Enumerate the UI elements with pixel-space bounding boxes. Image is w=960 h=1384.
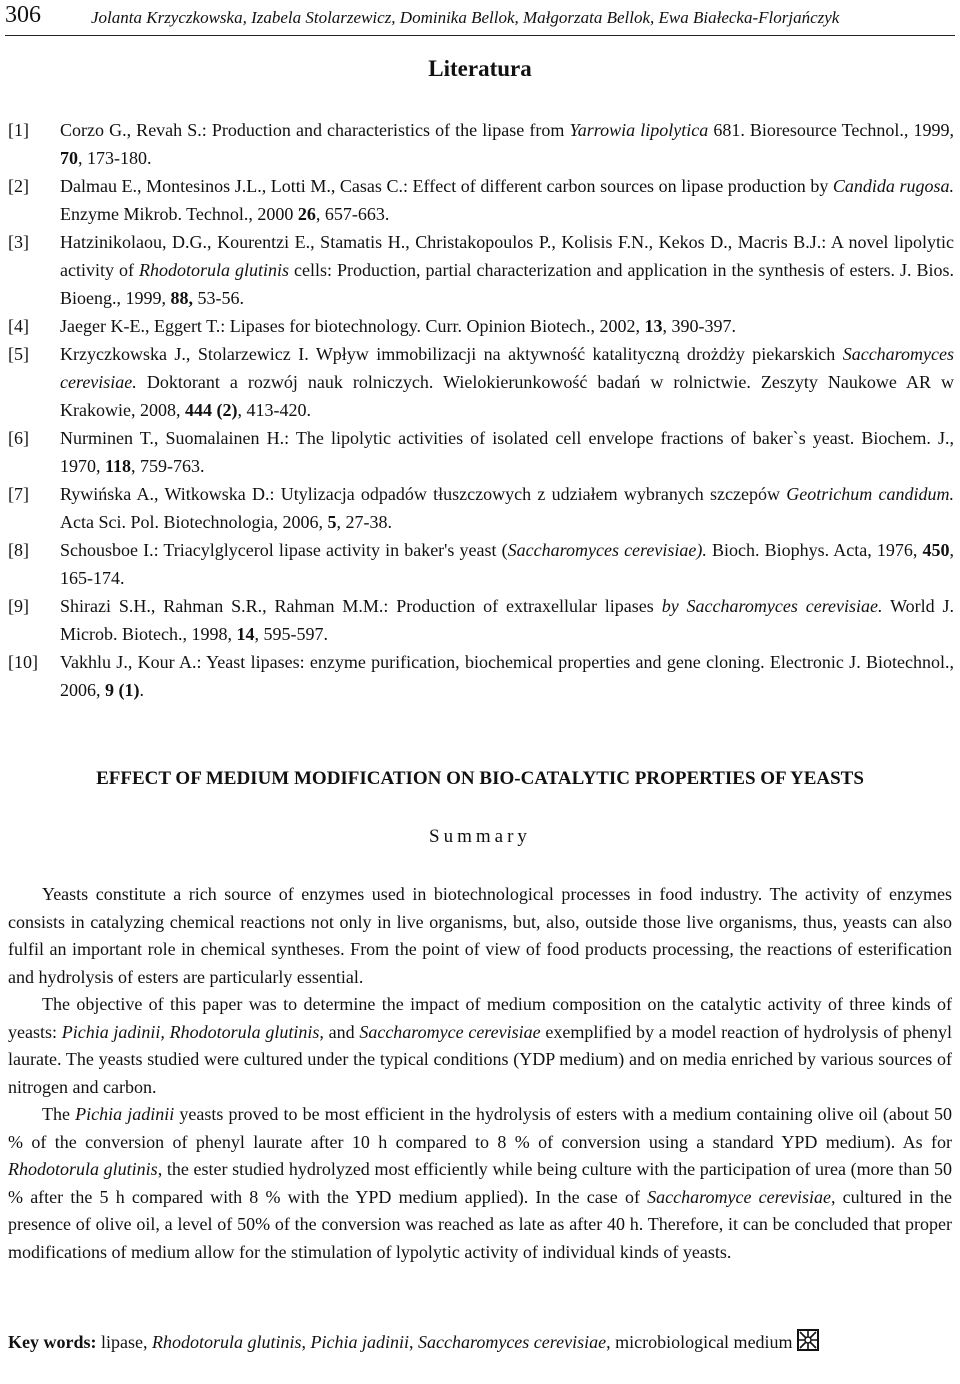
reference-number: [4] (8, 316, 29, 336)
reference-text: Krzyczkowska J., Stolarzewicz I. Wpływ immobilizacji na aktywność katalityczną drożdży piekarskich Saccharomyces cerevisiae. Doktorant a rozwój nauk rolniczych. Wielokierunkowość badań w rolnictwie. Zeszyty Naukowe AR w Krakowie, 2008, 444 (2), 413-420. (60, 344, 954, 420)
running-head-authors: Jolanta Krzyczkowska, Izabela Stolarzewicz, Dominika Bellok, Małgorzata Bellok, Ewa Białecka-Florjańczyk (91, 8, 840, 27)
reference-item (8, 648, 954, 704)
keywords-line (8, 1328, 952, 1359)
summary-article-title: EFFECT OF MEDIUM MODIFICATION ON BIO-CATALYTIC PROPERTIES OF YEASTS (96, 768, 864, 789)
summary-heading: Summary (429, 826, 531, 847)
header-rule (5, 35, 955, 36)
reference-text: Vakhlu J., Kour A.: Yeast lipases: enzyme purification, biochemical properties and gene cloning. Electronic J. Biotechnol., 2006, 9 (1). (60, 652, 954, 700)
summary-body (8, 881, 952, 1266)
reference-number: [2] (8, 176, 29, 196)
reference-number: [1] (8, 120, 29, 140)
reference-number: [9] (8, 596, 29, 616)
reference-number: [3] (8, 232, 29, 252)
reference-item (8, 592, 954, 648)
reference-number: [8] (8, 540, 29, 560)
reference-item (8, 424, 954, 480)
reference-text: Schousboe I.: Triacylglycerol lipase activity in baker's yeast (Saccharomyces cerevisiae). Bioch. Biophys. Acta, 1976, 450, 165-174. (60, 540, 954, 588)
page-header (5, 2, 955, 32)
reference-text: Shirazi S.H., Rahman S.R., Rahman M.M.: Production of extraxellular lipases by Saccharomyces cerevisiae. World J. Microb. Biotech., 1998, 14, 595-597. (60, 596, 954, 644)
page-number: 306 (5, 2, 41, 28)
summary-paragraph: The Pichia jadinii yeasts proved to be most efficient in the hydrolysis of esters with a medium containing olive oil (about 50 % of the conversion of phenyl laurate after 10 h compared to 8 % of conversion using a standard YPD medium). As for Rhodotorula glutinis, the ester studied hydrolyzed most efficiently while being culture with the participation of urea (more than 50 % after the 5 h compared with 8 % with the YPD medium applied). In the case of Saccharomyce cerevisiae, cultured in the presence of olive oil, a level of 50% of the conversion was reached as late as after 40 h. Therefore, it can be concluded that proper modifications of medium allow for the stimulation of lypolytic activity of individual kinds of yeasts. (8, 1104, 953, 1262)
keywords-text: lipase, Rhodotorula glutinis, Pichia jadinii, Saccharomyces cerevisiae, microbiological medium (96, 1332, 793, 1352)
literature-heading: Literatura (428, 56, 532, 81)
end-of-article-mark-icon (797, 1329, 819, 1359)
reference-number: [7] (8, 484, 29, 504)
reference-number: [5] (8, 344, 29, 364)
reference-number: [6] (8, 428, 29, 448)
keywords-label: Key words: (8, 1332, 97, 1352)
reference-text: Dalmau E., Montesinos J.L., Lotti M., Casas C.: Effect of different carbon sources on lipase production by Candida rugosa. Enzyme Mikrob. Technol., 2000 26, 657-663. (60, 176, 954, 224)
reference-text: Jaeger K-E., Eggert T.: Lipases for biotechnology. Curr. Opinion Biotech., 2002, 13, 390-397. (60, 316, 737, 336)
reference-list (8, 116, 954, 704)
reference-text: Hatzinikolaou, D.G., Kourentzi E., Stamatis H., Christakopoulos P., Kolisis F.N., Kekos D., Macris B.J.: A novel lipolytic activity of Rhodotorula glutinis cells: Production, partial characterization and application in the synthesis of esters. J. Bios. Bioeng., 1999, 88, 53-56. (60, 232, 954, 308)
reference-item (8, 340, 954, 424)
reference-item (8, 536, 954, 592)
reference-text: Nurminen T., Suomalainen H.: The lipolytic activities of isolated cell envelope fractions of baker`s yeast. Biochem. J., 1970, 118, 759-763. (60, 428, 954, 476)
reference-item (8, 116, 954, 172)
reference-item (8, 228, 954, 312)
summary-paragraph: The objective of this paper was to determine the impact of medium composition on the catalytic activity of three kinds of yeasts: Pichia jadinii, Rhodotorula glutinis, and Saccharomyce cerevisiae exemplified by a model reaction of hydrolysis of phenyl laurate. The yeasts studied were cultured under the typical conditions (YDP medium) and on media enriched by various sources of nitrogen and carbon. (8, 994, 952, 1097)
reference-text: Corzo G., Revah S.: Production and characteristics of the lipase from Yarrowia lipolytica 681. Bioresource Technol., 1999, 70, 173-180. (60, 120, 954, 168)
summary-paragraph: Yeasts constitute a rich source of enzymes used in biotechnological processes in food industry. The activity of enzymes consists in catalyzing chemical reactions not only in live organisms, but, also, outside those live organisms, thus, yeasts can also fulfil an important role in chemical syntheses. From the point of view of food products processing, the reactions of esterification and hydrolysis of esters are particularly essential. (8, 884, 952, 987)
reference-item (8, 172, 954, 228)
reference-item (8, 312, 954, 340)
reference-text: Rywińska A., Witkowska D.: Utylizacja odpadów tłuszczowych z udziałem wybranych szczepów Geotrichum candidum. Acta Sci. Pol. Biotechnologia, 2006, 5, 27-38. (60, 484, 954, 532)
reference-number: [10] (8, 652, 38, 672)
reference-item (8, 480, 954, 536)
